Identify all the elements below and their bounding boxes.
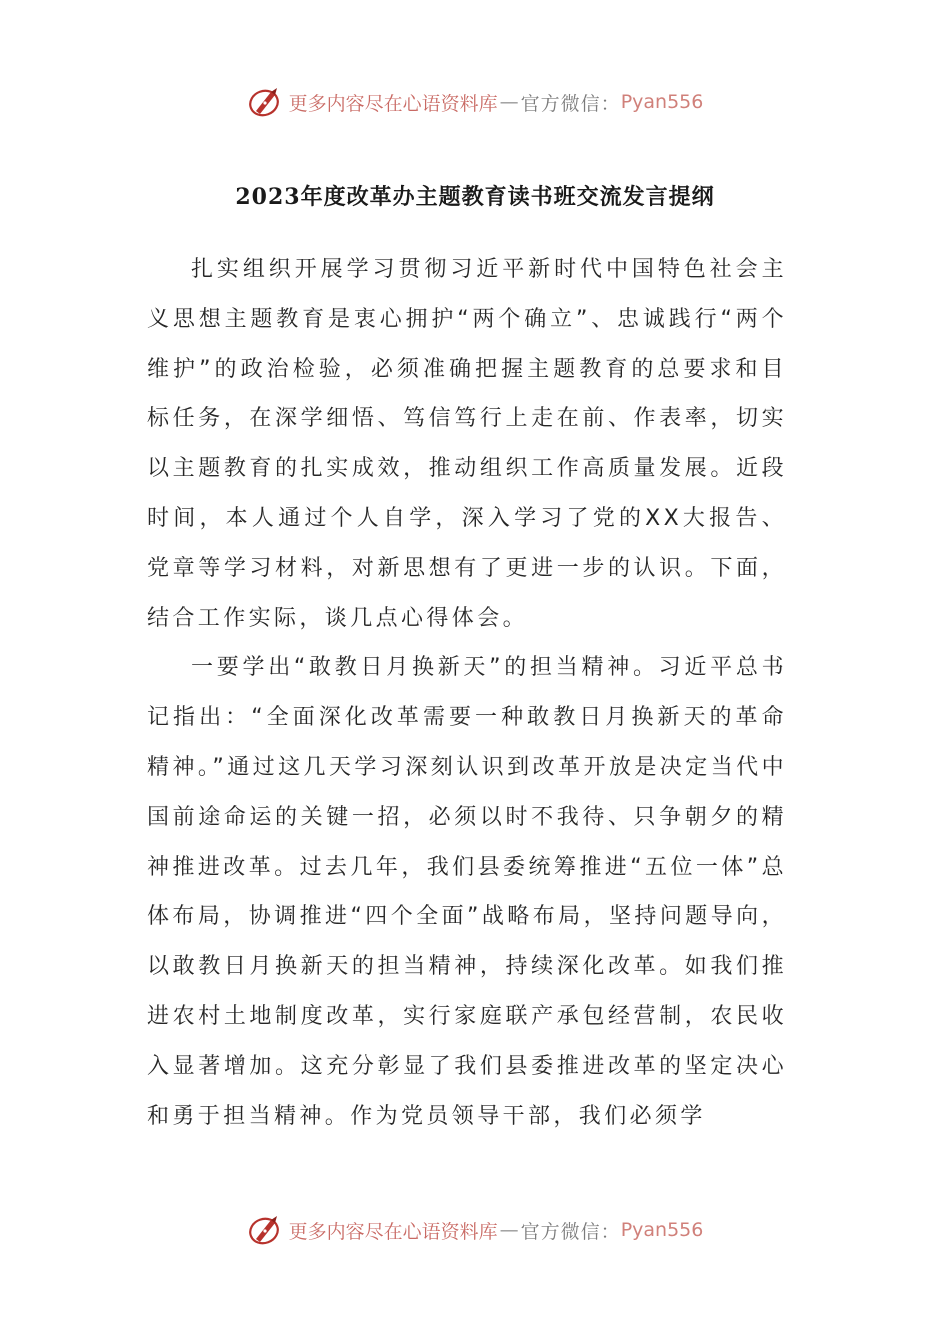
paragraph-point-one: 一要学出“敢教日月换新天”的担当精神。习近平总书记指出：“全面深化改革需要一种敢教日月换新天的革命精神。”通过这几天学习深刻认识到改革开放是决定当代中国前途命运的关键一招，必须以时不我待、只争朝夕的精神推进改革。过去几年，我们县委统筹推进“五位一体”总体布局，协调推进“四个全面”战略布局，坚持问题导向，以敢教日月换新天的担当精神，持续深化改革。如我们推进农村土地制度改革，实行家庭联产承包经营制，农民收入显著增加。这充分彰显了我们县委推进改革的坚定决心和勇于担当精神。作为党员领导干部，我们必须学 bbox=[147, 655, 787, 1129]
document-body bbox=[147, 245, 787, 1141]
banner-dash: — bbox=[499, 1219, 519, 1241]
paragraph-intro: 扎实组织开展学习贯彻习近平新时代中国特色社会主义思想主题教育是衷心拥护“两个确立”、忠诚践行“两个维护”的政治检验，必须准确把握主题教育的总要求和目标任务，在深学细悟、笃信笃行上走在前、作表率，切实以主题教育的扎实成效，推动组织工作高质量发展。近段时间，本人通过个人自学，深入学习了党的XX大报告、党章等学习材料，对新思想有了更进一步的认识。下面，结合工作实际，谈几点心得体会。 bbox=[147, 257, 787, 631]
banner-wechat-label: 官方微信： bbox=[520, 1220, 621, 1243]
banner-wechat-id: Pyan556 bbox=[620, 1219, 704, 1241]
banner-text bbox=[289, 1217, 704, 1244]
banner-wechat-id: Pyan556 bbox=[620, 91, 704, 113]
pen-nib-logo-icon bbox=[247, 84, 283, 120]
banner-main-text: 更多内容尽在心语资料库 bbox=[288, 1220, 498, 1243]
banner-main-text: 更多内容尽在心语资料库 bbox=[288, 92, 498, 115]
pen-nib-logo-icon bbox=[247, 1212, 283, 1248]
banner-wechat-label: 官方微信： bbox=[520, 92, 621, 115]
banner-text bbox=[289, 89, 704, 116]
footer-banner bbox=[0, 1210, 950, 1250]
header-banner bbox=[0, 82, 950, 122]
banner-dash: — bbox=[499, 91, 519, 113]
document-title: 2023年度改革办主题教育读书班交流发言提纲 bbox=[235, 184, 715, 210]
